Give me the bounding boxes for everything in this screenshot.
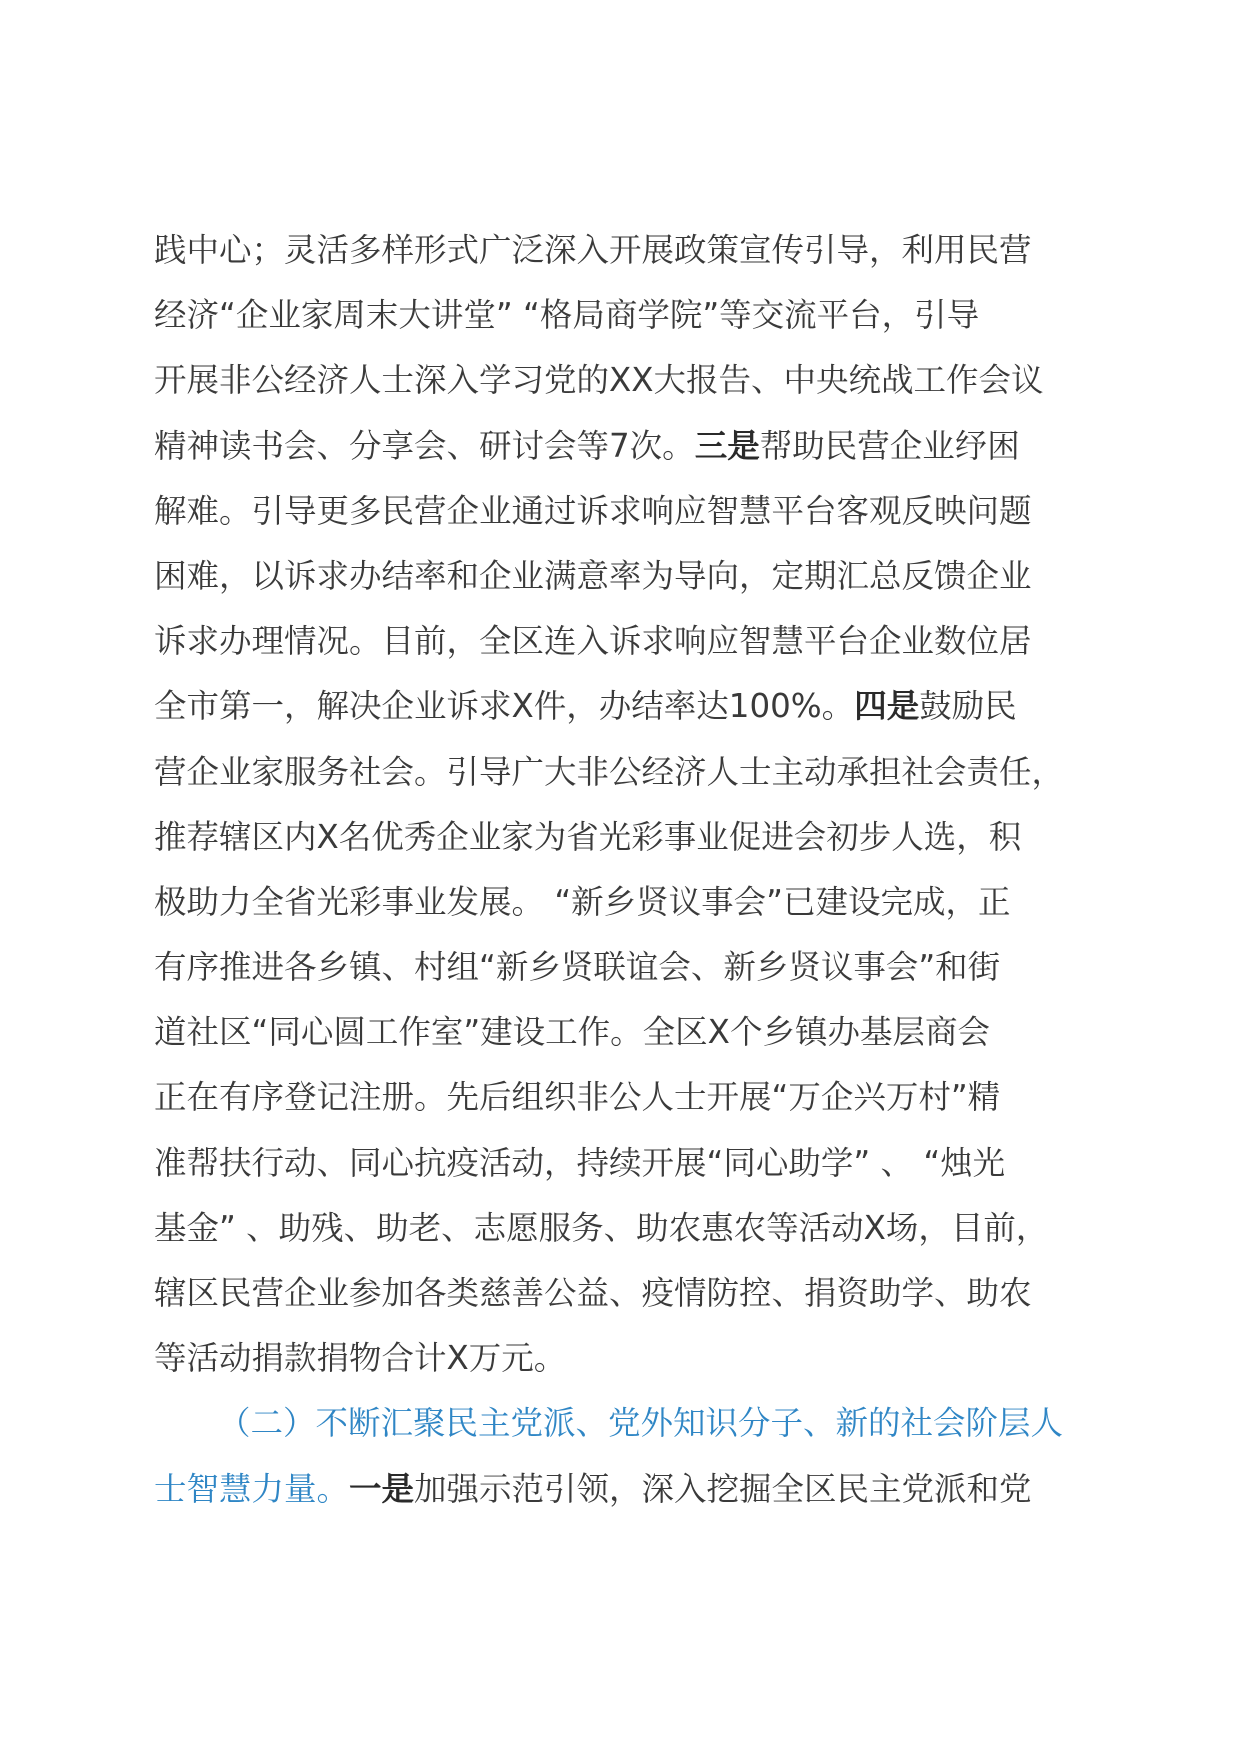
text-line — [154, 414, 1094, 479]
text-span: 辖区民营企业参加各类慈善公益、疫情防控、捐资助学、助农 — [154, 1274, 1032, 1312]
text-line — [154, 609, 1094, 674]
text-line — [154, 870, 1094, 935]
text-span: 鼓励民 — [919, 687, 1017, 726]
text-span: 基金” 、助残、助老、志愿服务、助农惠农等活动X场，目前， — [154, 1208, 1049, 1247]
text-span: 极助力全省光彩事业发展。 “新乡贤议事会”已建设完成，正 — [154, 882, 1011, 921]
section-heading: （二）不断汇聚民主党派、党外知识分子、新的社会阶层人 — [218, 1404, 1064, 1443]
text-span: 解难。引导更多民营企业通过诉求响应智慧平台客观反映问题 — [154, 491, 1032, 530]
text-line — [154, 348, 1094, 413]
text-span: 推荐辖区内X名优秀企业家为省光彩事业促进会初步人选，积 — [154, 817, 1022, 856]
bold-lead-four: 四是 — [854, 687, 920, 726]
text-line — [154, 1131, 1094, 1196]
text-span: 开展非公经济人士深入学习党的XX大报告、中央统战工作会议 — [154, 361, 1044, 400]
text-span: 道社区“同心圆工作室”建设工作。全区X个乡镇办基层商会 — [154, 1013, 990, 1052]
text-line — [154, 1196, 1094, 1261]
text-span: 准帮扶行动、同心抗疫活动，持续开展“同心助学” 、 “烛光 — [154, 1143, 1006, 1182]
text-span: 帮助民营企业纾困 — [759, 426, 1020, 465]
text-span: 加强示范引领，深入挖掘全区民主党派和党 — [414, 1469, 1032, 1508]
text-line — [154, 1000, 1094, 1065]
text-line — [154, 1457, 1094, 1522]
text-line — [154, 218, 1094, 283]
text-span: 正在有序登记注册。先后组织非公人士开展“万企兴万村”精 — [154, 1078, 1001, 1117]
text-line — [154, 544, 1094, 609]
section-heading-end: 士智慧力量。 — [154, 1469, 350, 1508]
text-span: 困难，以诉求办结率和企业满意率为导向，定期汇总反馈企业 — [154, 556, 1032, 595]
text-span: 诉求办理情况。目前，全区连入诉求响应智慧平台企业数位居 — [154, 622, 1032, 661]
text-span: 有序推进各乡镇、村组“新乡贤联谊会、新乡贤议事会”和街 — [154, 948, 1001, 987]
bold-lead-one: 一是 — [349, 1469, 415, 1508]
text-span: 精神读书会、分享会、研讨会等7次。 — [154, 426, 695, 465]
text-line — [154, 1065, 1094, 1130]
text-span: 全市第一，解决企业诉求X件，办结率达100%。 — [154, 687, 855, 726]
bold-lead-three: 三是 — [694, 426, 760, 465]
text-line — [154, 1261, 1094, 1326]
text-line — [154, 935, 1094, 1000]
text-line — [154, 479, 1094, 544]
text-line — [154, 805, 1094, 870]
text-line — [154, 1326, 1094, 1391]
section-heading-line — [154, 1391, 1094, 1456]
text-line — [154, 740, 1094, 805]
text-span: 营企业家服务社会。引导广大非公经济人士主动承担社会责任， — [154, 752, 1065, 791]
text-line — [154, 283, 1094, 348]
document-body — [154, 218, 1094, 1522]
text-span: 经济“企业家周末大讲堂” “格局商学院”等交流平台，引导 — [154, 296, 980, 335]
text-span: 践中心；灵活多样形式广泛深入开展政策宣传引导，利用民营 — [154, 231, 1032, 269]
text-span: 等活动捐款捐物合计X万元。 — [154, 1339, 567, 1378]
text-line — [154, 674, 1094, 739]
